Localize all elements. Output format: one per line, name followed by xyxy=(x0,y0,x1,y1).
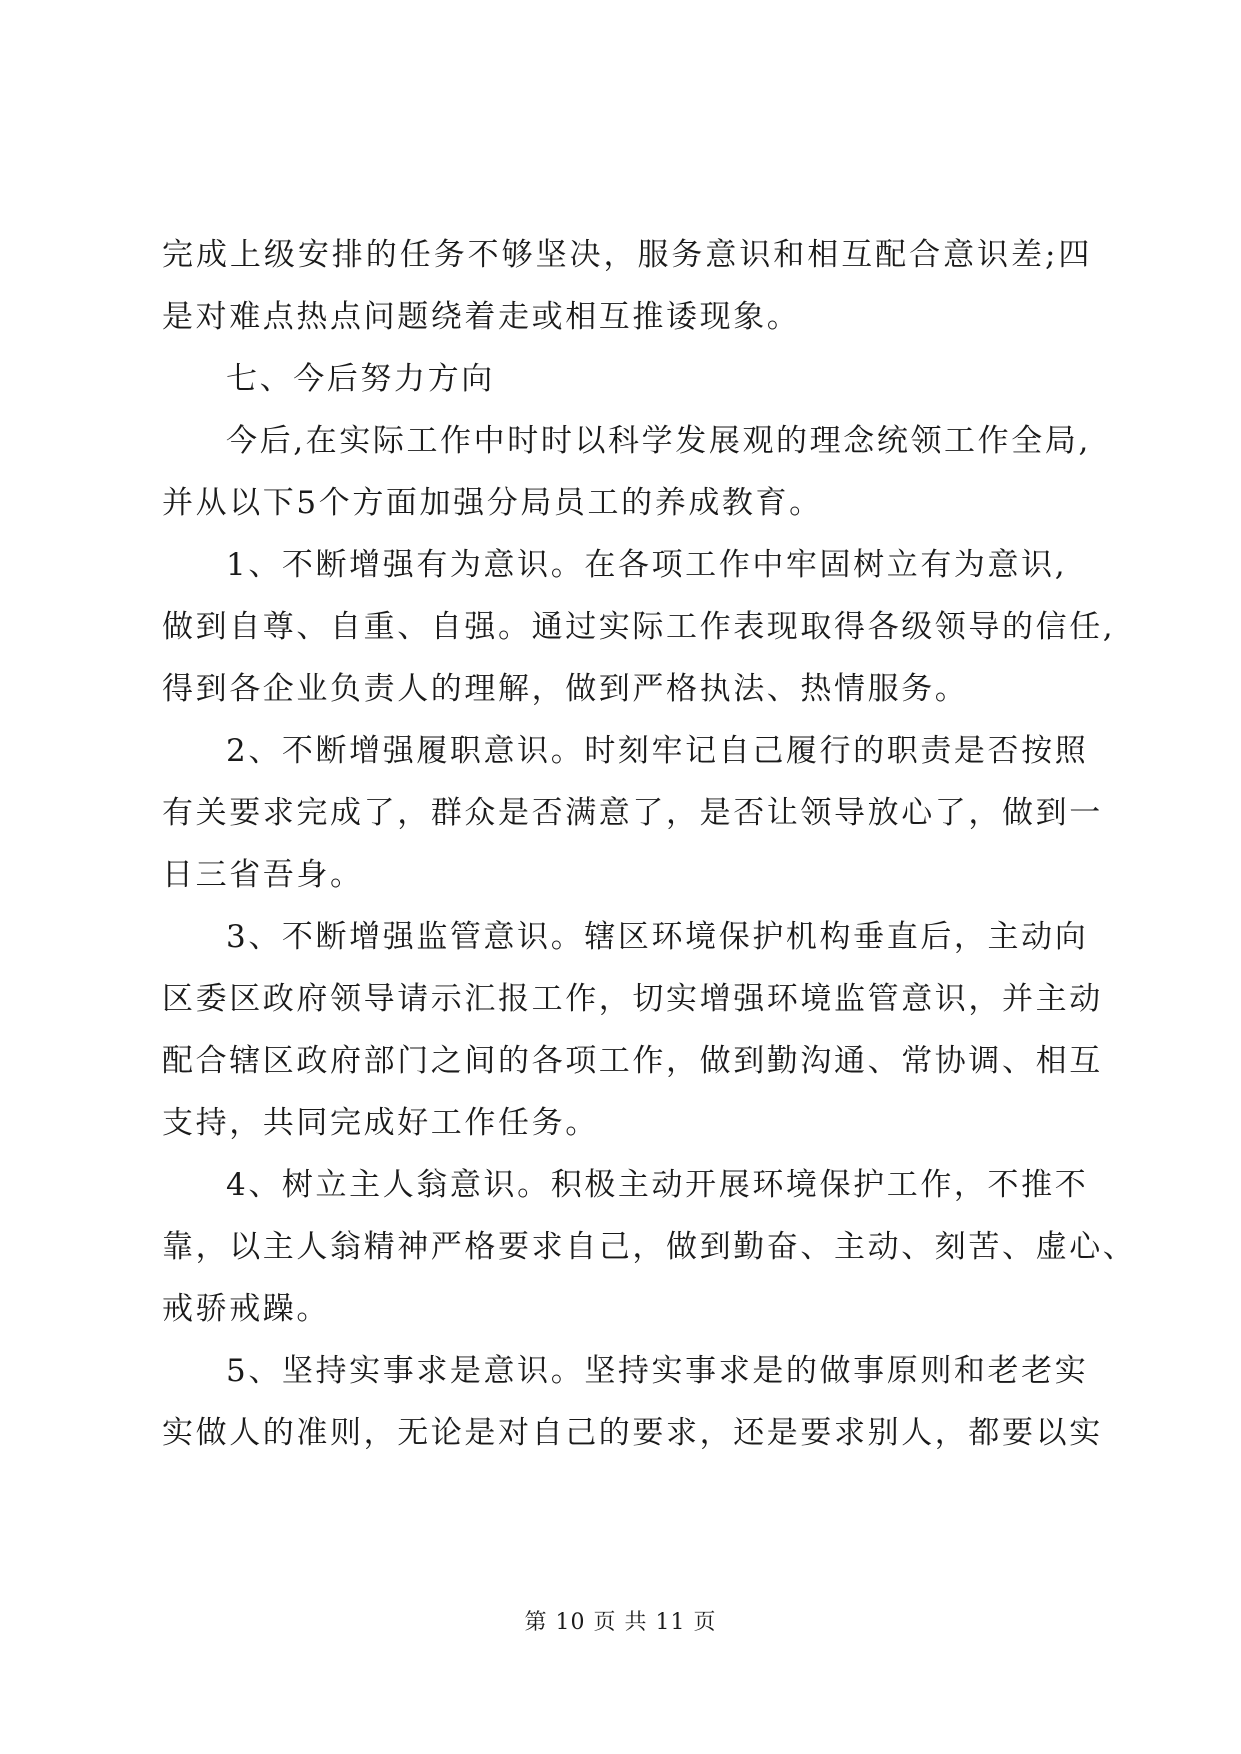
document-body xyxy=(162,224,1137,1464)
paragraph-line: 有关要求完成了，群众是否满意了，是否让领导放心了，做到一 xyxy=(162,795,1103,831)
paragraph-line: 支持，共同完成好工作任务。 xyxy=(162,1105,599,1141)
page-number-footer: 第 10 页 共 11 页 xyxy=(524,1610,717,1635)
paragraph-line: 戒骄戒躁。 xyxy=(162,1291,330,1327)
paragraph-line: 今后,在实际工作中时时以科学发展观的理念统领工作全局, xyxy=(226,423,1091,459)
paragraph-line: 并从以下5个方面加强分局员工的养成教育。 xyxy=(162,485,823,521)
paragraph-line: 实做人的准则，无论是对自己的要求，还是要求别人，都要以实 xyxy=(162,1415,1103,1451)
paragraph-line: 5、坚持实事求是意识。坚持实事求是的做事原则和老老实 xyxy=(226,1353,1089,1389)
section-heading: 七、今后努力方向 xyxy=(226,361,495,397)
paragraph-line: 区委区政府领导请示汇报工作，切实增强环境监管意识，并主动 xyxy=(162,981,1103,1017)
paragraph-line: 4、树立主人翁意识。积极主动开展环境保护工作，不推不 xyxy=(226,1167,1089,1203)
paragraph-line: 得到各企业负责人的理解，做到严格执法、热情服务。 xyxy=(162,671,969,707)
paragraph-line: 是对难点热点问题绕着走或相互推诿现象。 xyxy=(162,299,801,335)
paragraph-line: 1、不断增强有为意识。在各项工作中牢固树立有为意识, xyxy=(226,547,1068,583)
paragraph-line: 做到自尊、自重、自强。通过实际工作表现取得各级领导的信任, xyxy=(162,609,1116,645)
paragraph-line: 配合辖区政府部门之间的各项工作，做到勤沟通、常协调、相互 xyxy=(162,1043,1103,1079)
paragraph-line: 完成上级安排的任务不够坚决，服务意识和相互配合意识差;四 xyxy=(162,237,1092,273)
paragraph-line: 靠，以主人翁精神严格要求自己，做到勤奋、主动、刻苦、虚心、 xyxy=(162,1229,1137,1265)
paragraph-line: 2、不断增强履职意识。时刻牢记自己履行的职责是否按照 xyxy=(226,733,1089,769)
paragraph-line: 3、不断增强监管意识。辖区环境保护机构垂直后，主动向 xyxy=(226,919,1089,955)
paragraph-line: 日三省吾身。 xyxy=(162,857,364,893)
